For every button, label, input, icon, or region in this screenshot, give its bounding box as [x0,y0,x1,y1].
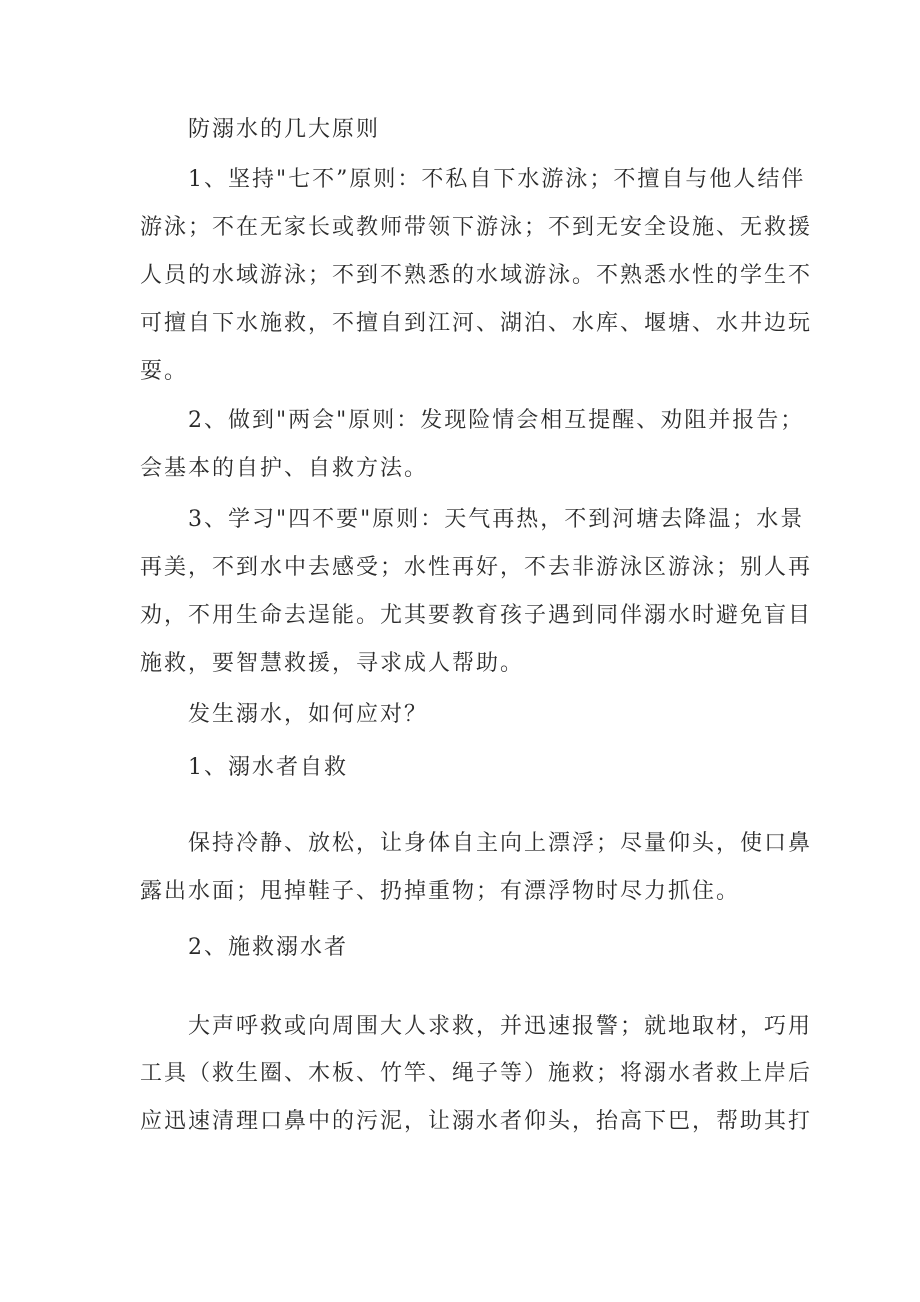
paragraph-line: 劝，不用生命去逞能。尤其要教育孩子遇到同伴溺水时避免盲目 [140,603,813,628]
paragraph-line: 耍。 [140,359,189,384]
paragraph-line: 会基本的自护、自救方法。 [140,456,429,481]
paragraph-line: 大声呼救或向周围大人求救，并迅速报警；就地取材，巧用 [188,1014,813,1039]
paragraph-line: 应迅速清理口鼻中的污泥，让溺水者仰头，抬高下巴，帮助其打 [140,1109,813,1134]
document-title: 防溺水的几大原则 [188,117,381,142]
paragraph-line: 2、做到"两会"原则：发现险情会相互提醒、劝阻并报告； [188,408,805,433]
paragraph-line: 露出水面；甩掉鞋子、扔掉重物；有漂浮物时尽力抓住。 [140,879,741,904]
paragraph-line: 人员的水域游泳；不到不熟悉的水域游泳。不熟悉水性的学生不 [140,263,813,288]
paragraph-line: 再美，不到水中去感受；水性再好，不去非游泳区游泳；别人再 [140,555,813,580]
paragraph-line: 1、坚持"七不”原则：不私自下水游泳；不擅自与他人结伴 [188,167,806,192]
paragraph-line: 保持冷静、放松，让身体自主向上漂浮；尽量仰头，使口鼻 [188,831,813,856]
paragraph-line: 3、学习"四不要"原则：天气再热，不到河塘去降温；水景 [188,507,805,532]
paragraph-line: 施救，要智慧救援，寻求成人帮助。 [140,651,525,676]
paragraph-line: 可擅自下水施救，不擅自到江河、湖泊、水库、堰塘、水井边玩 [140,311,813,336]
section-heading: 发生溺水，如何应对？ [188,702,429,727]
paragraph-line: 游泳；不在无家长或教师带领下游泳；不到无安全设施、无救援 [140,215,813,240]
paragraph-line: 工具（救生圈、木板、竹竿、绳子等）施救；将溺水者救上岸后 [140,1061,813,1086]
subsection-heading: 2、施救溺水者 [188,935,348,960]
subsection-heading: 1、溺水者自救 [188,755,348,780]
